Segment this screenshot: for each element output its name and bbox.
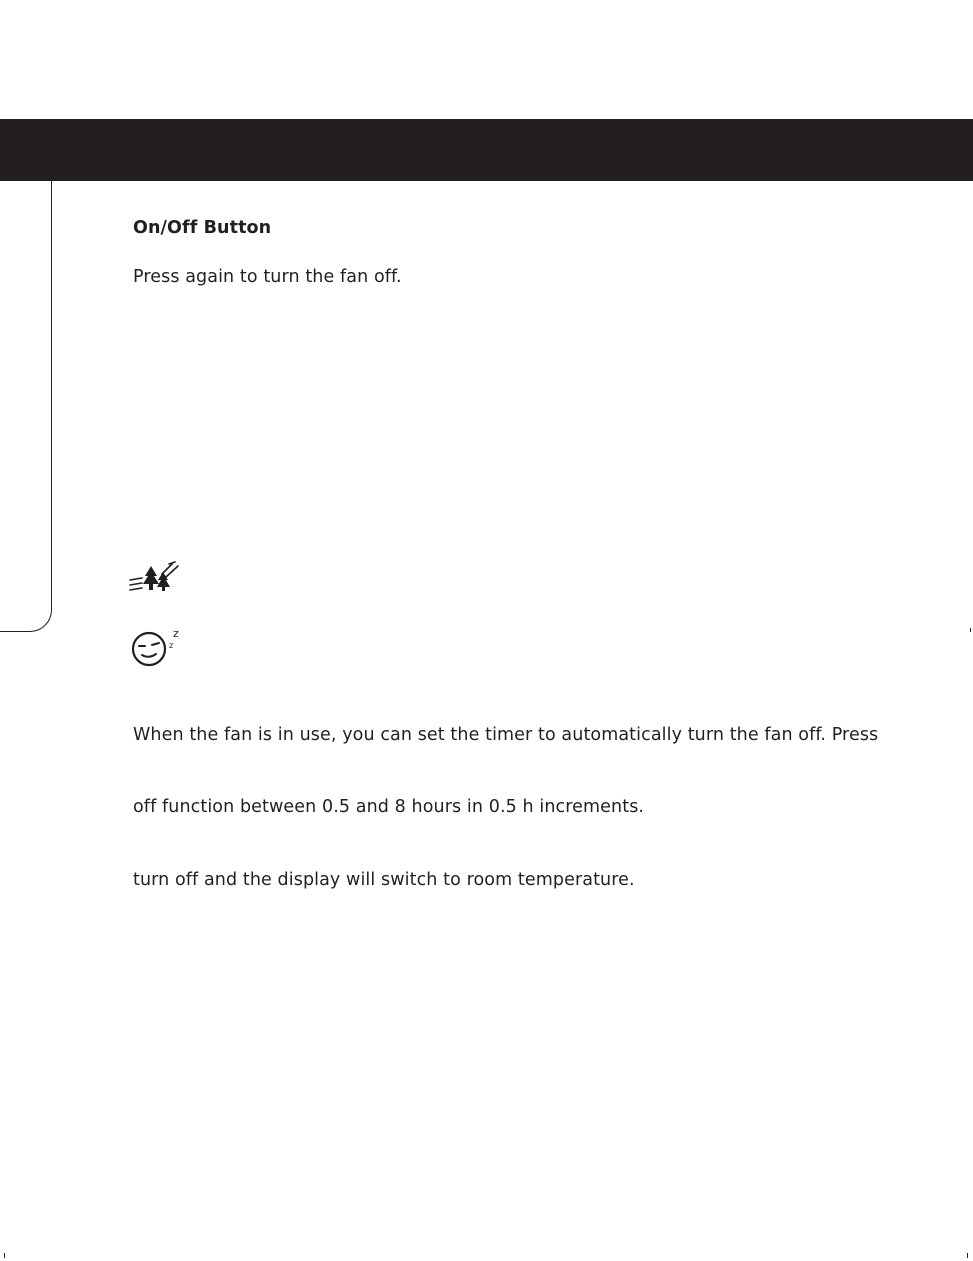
svg-text:z: z	[169, 641, 174, 650]
header-bar	[0, 119, 973, 181]
sleep-mode-svg	[130, 625, 186, 669]
timer-line-1: When the fan is in use, you can set the timer to automatically turn the fan off. Press	[133, 725, 879, 745]
on-off-description: Press again to turn the fan off.	[133, 267, 402, 287]
natural-wind-svg	[128, 560, 182, 594]
bottom-left-crop-mark	[4, 1253, 5, 1258]
natural-wind-icon	[128, 560, 182, 598]
bottom-right-crop-mark	[967, 1253, 968, 1258]
timer-line-3: turn off and the display will switch to room temperature.	[133, 870, 635, 890]
sleep-mode-icon	[130, 625, 186, 673]
svg-text:z: z	[173, 627, 179, 640]
side-tab	[0, 181, 52, 632]
timer-line-2: off function between 0.5 and 8 hours in 0.5 h increments.	[133, 797, 645, 817]
on-off-heading: On/Off Button	[133, 218, 272, 238]
right-edge-tick	[970, 628, 971, 632]
